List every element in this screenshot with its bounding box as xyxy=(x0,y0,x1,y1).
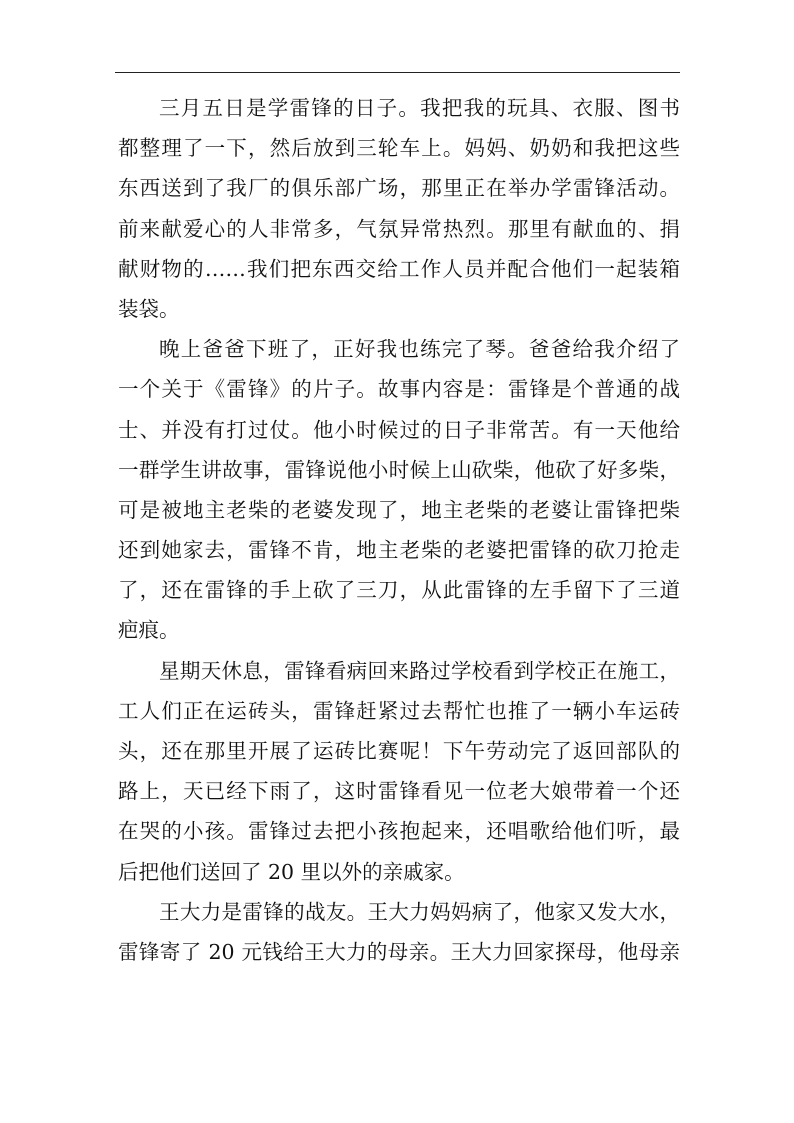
text-line: 士、并没有打过仗。他小时候过的日子非常苦。有一天他给 xyxy=(118,417,680,442)
text-line: 一个关于《雷锋》的片子。故事内容是：雷锋是个普通的战 xyxy=(118,377,680,402)
text-line: 疤痕。 xyxy=(118,618,180,643)
text-line: 晚上爸爸下班了，正好我也练完了琴。爸爸给我介绍了 xyxy=(159,337,680,362)
text-line: 后把他们送回了 20 里以外的亲戚家。 xyxy=(118,859,465,884)
paragraph-4 xyxy=(118,892,680,972)
text-line: 都整理了一下，然后放到三轮车上。妈妈、奶奶和我把这些 xyxy=(118,136,680,161)
text-line: 前来献爱心的人非常多，气氛异常热烈。那里有献血的、捐 xyxy=(118,216,680,241)
text-line: 献财物的……我们把东西交给工作人员并配合他们一起装箱 xyxy=(118,256,680,281)
paragraph-3 xyxy=(118,651,680,892)
text-line: 雷锋寄了 20 元钱给王大力的母亲。王大力回家探母，他母亲 xyxy=(118,939,680,964)
text-line: 还到她家去，雷锋不肯，地主老柴的老婆把雷锋的砍刀抢走 xyxy=(118,538,680,563)
text-line: 一群学生讲故事，雷锋说他小时候上山砍柴，他砍了好多柴， xyxy=(118,457,680,482)
text-line: 装袋。 xyxy=(118,296,180,321)
text-line: 了，还在雷锋的手上砍了三刀，从此雷锋的左手留下了三道 xyxy=(118,578,680,603)
text-line: 在哭的小孩。雷锋过去把小孩抱起来，还唱歌给他们听，最 xyxy=(118,819,680,844)
text-line: 头，还在那里开展了运砖比赛呢！下午劳动完了返回部队的 xyxy=(118,739,680,763)
paragraph-1 xyxy=(118,88,680,329)
text-line: 工人们正在运砖头，雷锋赶紧过去帮忙也推了一辆小车运砖 xyxy=(118,698,680,723)
text-line: 可是被地主老柴的老婆发现了，地主老柴的老婆让雷锋把柴 xyxy=(118,497,680,522)
text-line: 三月五日是学雷锋的日子。我把我的玩具、衣服、图书 xyxy=(159,96,680,120)
text-line: 王大力是雷锋的战友。王大力妈妈病了，他家又发大水， xyxy=(159,899,680,924)
paragraph-2 xyxy=(118,329,680,651)
header-rule xyxy=(115,72,680,73)
text-line: 东西送到了我厂的俱乐部广场，那里正在举办学雷锋活动。 xyxy=(118,176,680,201)
document-body xyxy=(118,88,680,972)
text-line: 星期天休息，雷锋看病回来路过学校看到学校正在施工， xyxy=(159,658,680,683)
text-line: 路上，天已经下雨了，这时雷锋看见一位老大娘带着一个还 xyxy=(118,779,680,804)
